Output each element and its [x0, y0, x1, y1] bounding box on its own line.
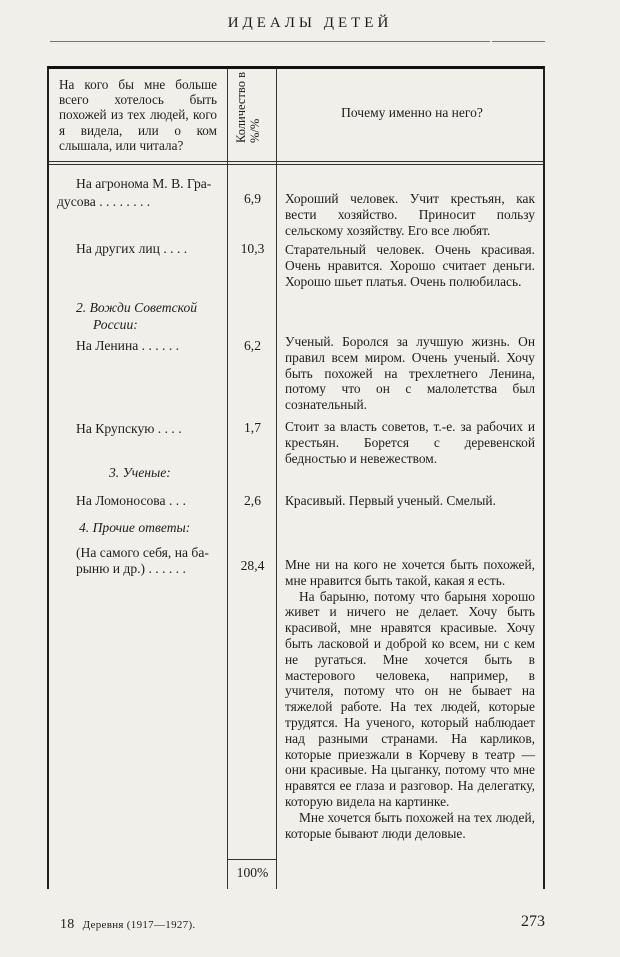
row-lenin-name: На Ленина . . . . . . [76, 338, 180, 353]
header-underline-double [49, 164, 543, 165]
row-lomonosov-name: На Ломоносова . . . [76, 493, 186, 508]
survey-table [47, 66, 545, 889]
row-others-name: На других лиц . . . . [76, 241, 188, 256]
header-rule-left [50, 41, 490, 42]
footer-signature [60, 917, 195, 933]
running-head: ИДЕАЛЫ ДЕТЕЙ [227, 15, 393, 31]
total-percent: 100% [236, 865, 269, 880]
row-krupskaya-reason: Стоит за власть советов, т.-е. за рабочих и крестьян. Борется с деревенской бедностью и невежеством. [285, 419, 535, 466]
row-other-name-2: рыню и др.) . . . . . . [76, 561, 186, 576]
header-underline [49, 161, 543, 162]
row-other-value: 28,4 [240, 558, 265, 573]
row-other-name-1: (На самого себя, на ба- [76, 545, 209, 560]
header-reason: Почему именно на него? [341, 105, 483, 120]
header-percent: Количество в %/% [234, 72, 262, 143]
row-agronom-reason: Хороший человек. Учит крестьян, как вести хозяйство. Приносит пользу сельскому хозяйству. Его все любят. [285, 191, 535, 238]
total-rule [227, 859, 276, 860]
row-lomonosov-reason: Красивый. Первый ученый. Смелый. [285, 493, 496, 508]
row-other-reason-p2: На барыню, потому что барыня хорошо живет и ничего не делает. Хочу быть красивой, мне нравятся красивые. Хочу быть ласковой и доброй ко всем, ни с кем не ругаться. Мне хочется быть в мастерового человека, например, в учителя, потому что он не бывает на тяжелой работе. На тех людей, которые трудятся. На ученого, который наблюдает над разными странами. На карликов, которые приезжали в Корчеву в театр — они красивые. На цыганку, потому что мне нравятся ее глаза и разговор. На делегатку, которую видела на картинке. [285, 588, 535, 809]
header-rule-right [492, 41, 545, 42]
row-other-reason-p1: Мне ни на кого не хочется быть похожей, мне нравится быть такой, какая я есть. [285, 557, 535, 588]
row-agronom-value: 6,9 [244, 191, 261, 206]
row-other-reason-p3: Мне хочется быть похожей на тех людей, которые бывают люди деловые. [285, 809, 535, 841]
row-others-reason: Старательный человек. Очень красивая. Очень нравится. Хорошо считает деньги. Хорошо шьет платья. Очень полюбилась. [285, 242, 535, 289]
section-leaders-1: 2. Вожди Советской [76, 300, 198, 315]
row-other-reason [285, 557, 535, 841]
column-divider-1 [227, 69, 228, 889]
section-leaders-2: России: [93, 317, 138, 332]
row-lenin-reason: Ученый. Боролся за лучшую жизнь. Он правил всем миром. Очень ученый. Хочу быть похожей на трехлетнего Ленина, потому что он с малолетства был сознательный. [285, 334, 535, 413]
footer-title: Деревня (1917—1927). [82, 919, 196, 931]
row-krupskaya-value: 1,7 [244, 420, 261, 435]
header-question: На кого бы мне больше всего хотелось быть похожей из тех людей, кого я видела, или о ком слышала, или читала? [59, 77, 217, 153]
row-others-value: 10,3 [240, 241, 265, 256]
section-other-answers: 4. Прочие ответы: [79, 520, 191, 535]
section-scientists: 3. Ученые: [109, 465, 171, 480]
page-number: 273 [521, 913, 545, 930]
row-agronom-name-1: На агронома М. В. Гра- [76, 176, 212, 191]
row-krupskaya-name: На Крупскую . . . . [76, 421, 182, 436]
row-lenin-value: 6,2 [244, 338, 261, 353]
row-agronom-name-2: дусова . . . . . . . . [57, 194, 151, 209]
footer-signature-number: 18 [60, 917, 75, 932]
row-lomonosov-value: 2,6 [244, 493, 261, 508]
column-divider-2 [276, 69, 277, 889]
